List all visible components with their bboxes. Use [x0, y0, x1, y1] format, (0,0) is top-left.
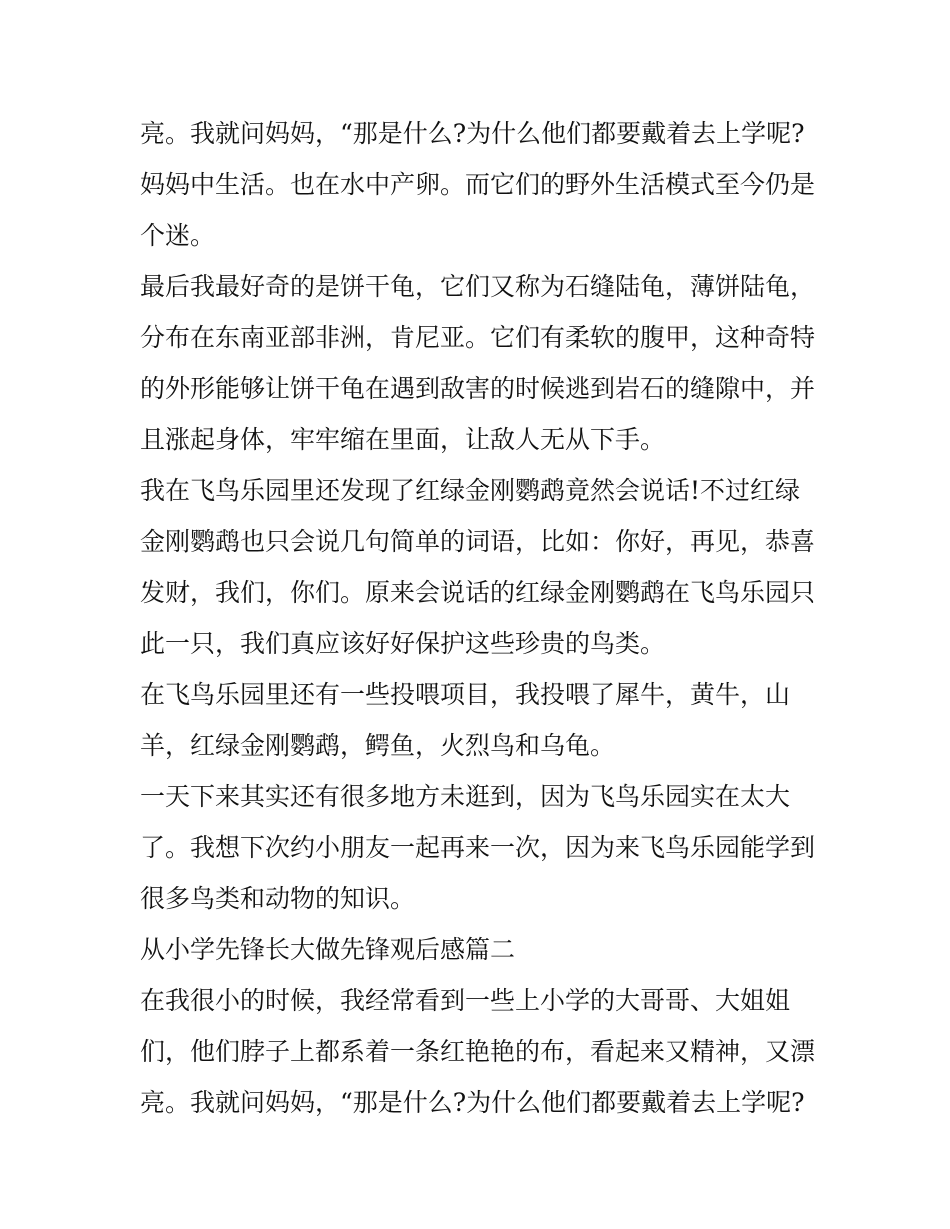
- text-line: 发财，我们，你们。原来会说话的红绿金刚鹦鹉在飞鸟乐园只: [140, 578, 816, 607]
- text-line: 羊，红绿金刚鹦鹉，鳄鱼，火烈鸟和乌龟。: [140, 731, 616, 760]
- text-line: 在我很小的时候，我经常看到一些上小学的大哥哥、大姐姐: [140, 986, 791, 1015]
- text-line: 的外形能够让饼干龟在遇到敌害的时候逃到岩石的缝隙中，并: [140, 374, 816, 403]
- text-line: 们，他们脖子上都系着一条红艳艳的布，看起来又精神，又漂: [140, 1037, 816, 1066]
- text-line: 个迷。: [140, 221, 216, 250]
- text-line: 最后我最好奇的是饼干龟，它们又称为石缝陆龟，薄饼陆龟，: [140, 272, 816, 301]
- text-line: 亮。我就问妈妈，“那是什么?为什么他们都要戴着去上学呢?: [140, 1088, 805, 1117]
- text-line: 很多鸟类和动物的知识。: [140, 884, 416, 913]
- text-line: 且涨起身体，牢牢缩在里面，让敌人无从下手。: [140, 425, 666, 454]
- text-line: 我在飞鸟乐园里还发现了红绿金刚鹦鹉竟然会说话!不过红绿: [140, 476, 801, 505]
- text-line: 分布在东南亚部非洲，肯尼亚。它们有柔软的腹甲，这种奇特: [140, 323, 816, 352]
- section-heading: 从小学先锋长大做先锋观后感篇二: [140, 935, 516, 964]
- text-line: 一天下来其实还有很多地方未逛到，因为飞鸟乐园实在太大: [140, 782, 791, 811]
- document-body: [140, 108, 830, 1128]
- text-line: 此一只，我们真应该好好保护这些珍贵的鸟类。: [140, 629, 666, 658]
- text-line: 妈妈中生活。也在水中产卵。而它们的野外生活模式至今仍是: [140, 170, 816, 199]
- text-line: 亮。我就问妈妈，“那是什么?为什么他们都要戴着去上学呢?: [140, 119, 805, 148]
- text-line: 金刚鹦鹉也只会说几句简单的词语，比如：你好，再见，恭喜: [140, 527, 816, 556]
- text-line: 在飞鸟乐园里还有一些投喂项目，我投喂了犀牛，黄牛，山: [140, 680, 791, 709]
- text-line: 了。我想下次约小朋友一起再来一次，因为来飞鸟乐园能学到: [140, 833, 816, 862]
